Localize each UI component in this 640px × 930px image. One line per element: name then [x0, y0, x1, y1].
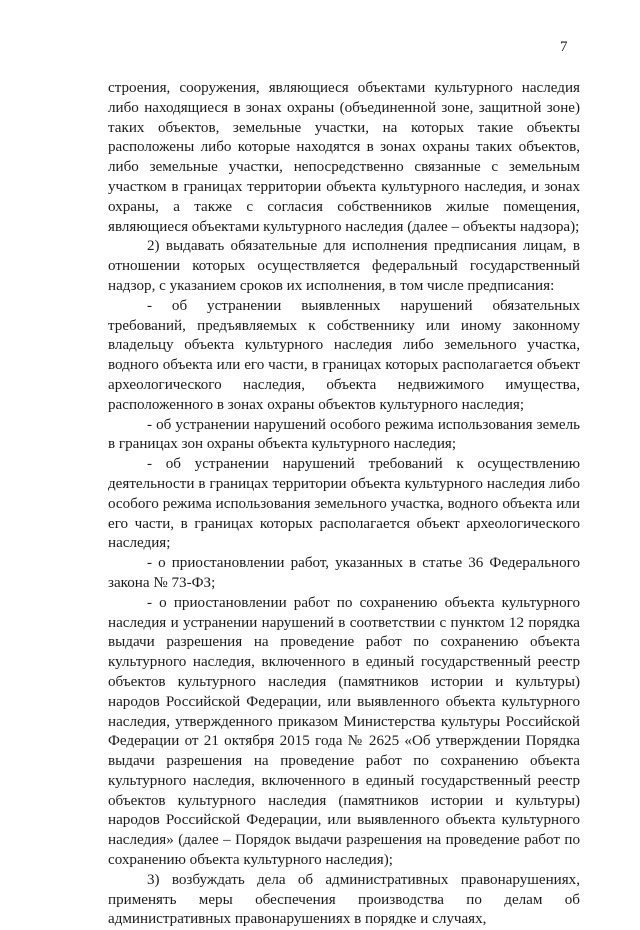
- paragraph-item-2: 2) выдавать обязательные для исполнения предписания лицам, в отношении которых осуществляется федеральный государственный надзор, с указанием сроков их исполнения, в том числе предписания:: [108, 238, 580, 294]
- document-body: [108, 79, 580, 930]
- paragraph-dash-violations: - об устранении выявленных нарушений обязательных требований, предъявляемых к собственнику или иному законному владельцу объекта культурного наследия либо земельного участка, водного объекта или его части, в границах которых располагается объект археологического наследия, объекта недвижимого имущества, расположенного в зонах охраны объектов культурного наследия;: [108, 297, 580, 413]
- paragraph-dash-land-regime: - об устранении нарушений особого режима использования земель в границах зон охраны объекта культурного наследия;: [108, 416, 580, 453]
- paragraph-dash-suspension-article-36: - о приостановлении работ, указанных в статье 36 Федерального закона № 73-ФЗ;: [108, 555, 580, 591]
- paragraph-continuation: строения, сооружения, являющиеся объектами культурного наследия либо находящиеся в зонах охраны (объединенной зоне, защитной зоне) таких объектов, земельные участки, на которых такие объекты расположены либо которые находятся в зонах охраны таких объектов, либо земельные участки, непосредственно связанные с земельным участком в границах территории объекта культурного наследия, и зонах охраны, а также с согласия собственников жилые помещения, являющиеся объектами культурного наследия (далее – объекты надзора);: [108, 80, 580, 235]
- paragraph-dash-suspension-preservation: - о приостановлении работ по сохранению объекта культурного наследия и устранении нарушений в соответствии с пунктом 12 порядка выдачи разрешения на проведение работ по сохранению объекта культурного наследия, включенного в единый государственный реестр объектов культурного наследия (памятников истории и культуры) народов Российской Федерации, или выявленного объекта культурного наследия, утвержденного приказом Министерства культуры Российской Федерации от 21 октября 2015 года № 2625 «Об утверждении Порядка выдачи разрешения на проведение работ по сохранению объекта культурного наследия, включенного в единый государственный реестр объектов культурного наследия (памятников истории и культуры) народов Российской Федерации, или выявленного объекта культурного наследия» (далее – Порядок выдачи разрешения на проведение работ по сохранению объекта культурного наследия);: [108, 594, 580, 869]
- paragraph-item-3: 3) возбуждать дела об административных правонарушениях, применять меры обеспечения производства по делам об административных правонарушениях в порядке и случаях,: [108, 871, 580, 928]
- paragraph-dash-activity-requirements: - об устранении нарушений требований к осуществлению деятельности в границах территории объекта культурного наследия либо особого режима использования земельного участка, водного объекта или его части, в границах которых располагается объект археологического наследия;: [108, 456, 580, 552]
- page-number: 7: [560, 39, 568, 55]
